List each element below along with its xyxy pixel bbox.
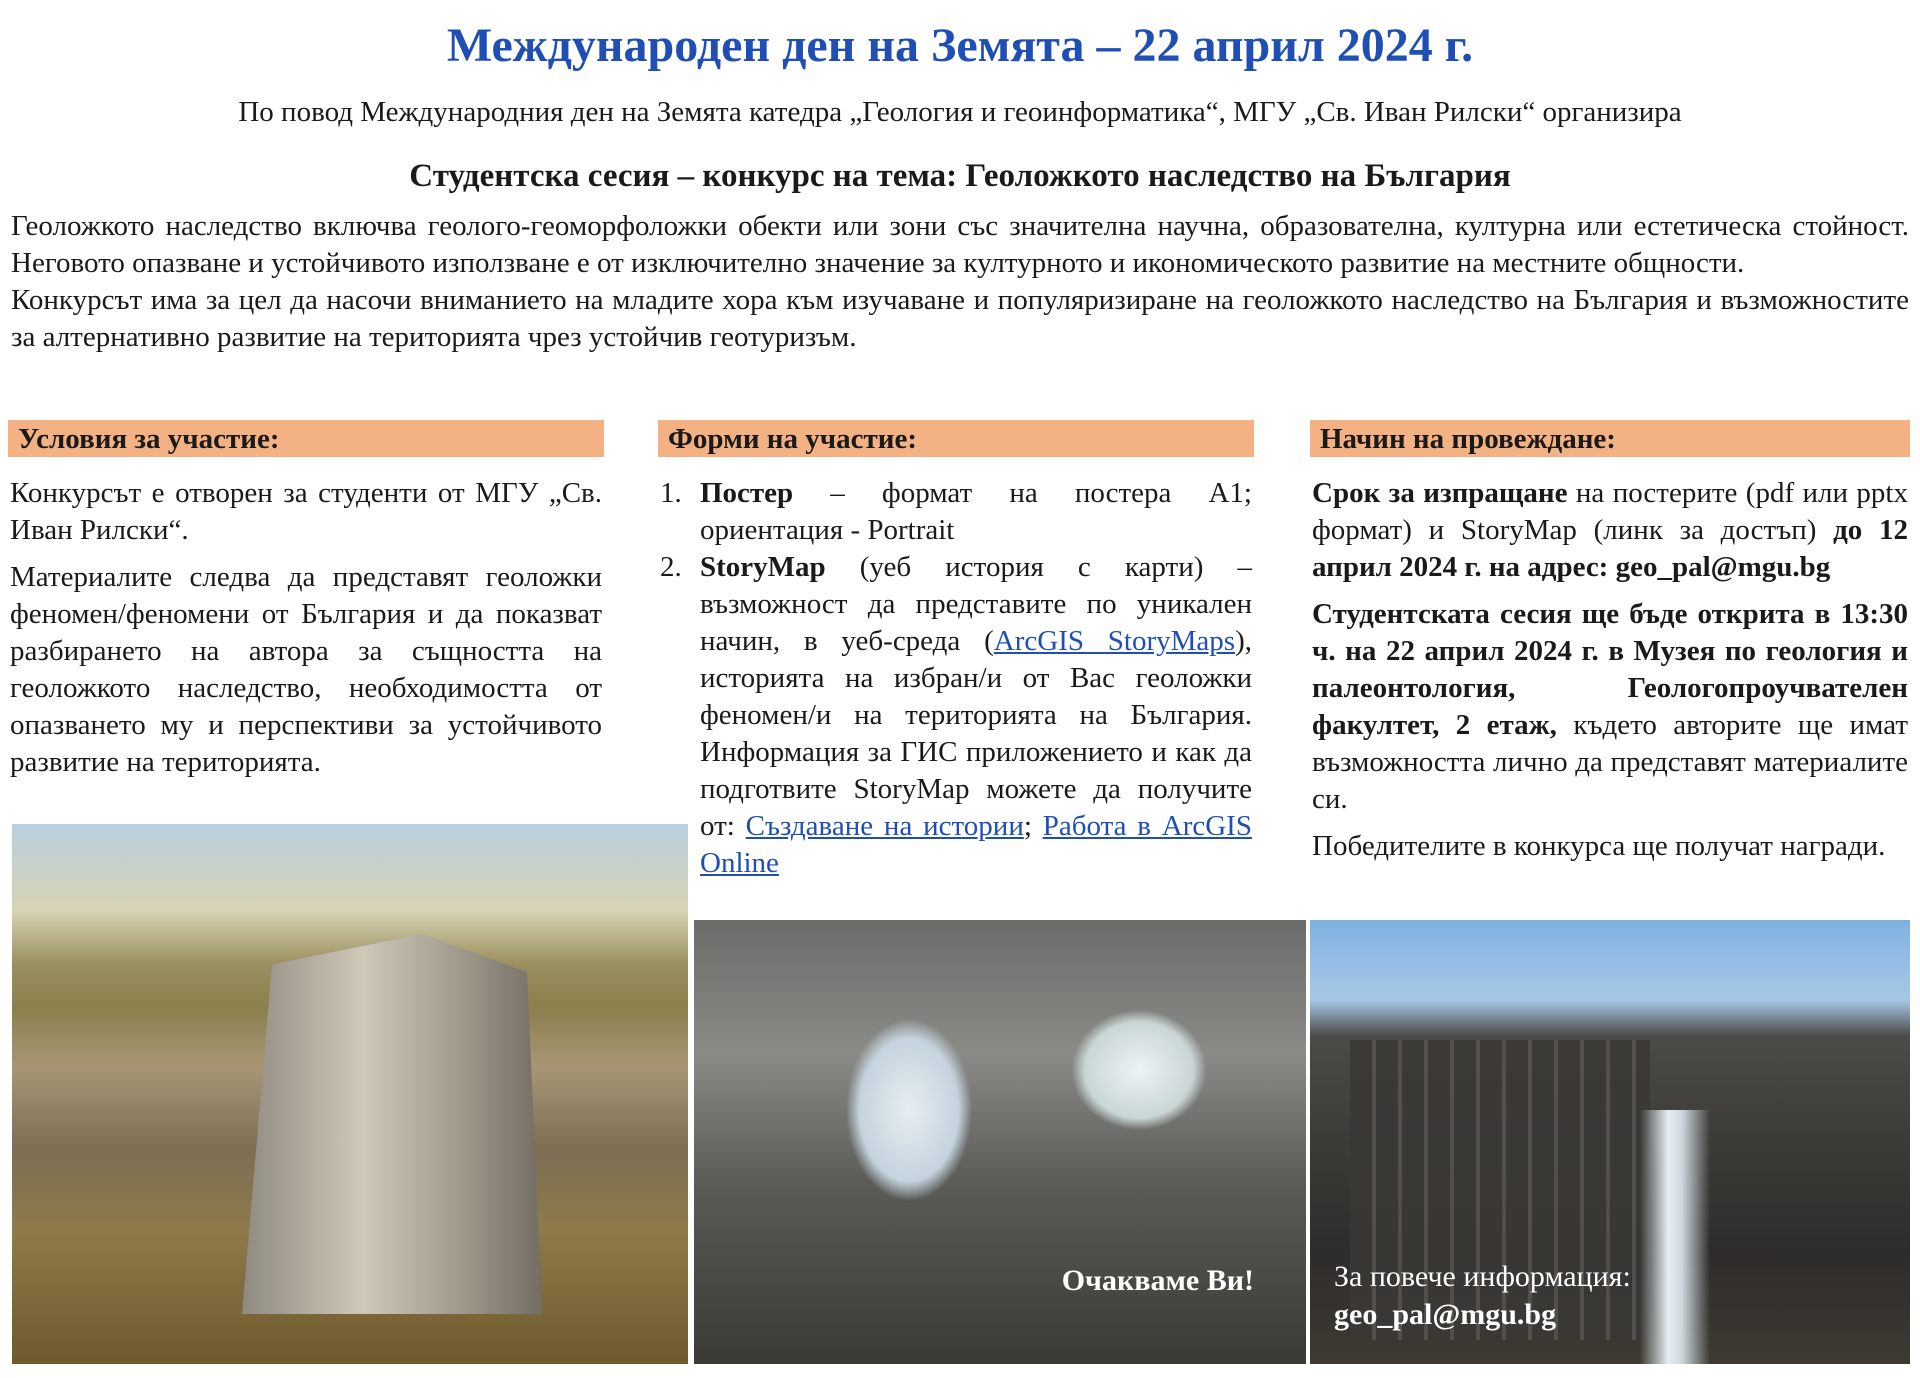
section-title: Студентска сесия – конкурс на тема: Геоложкото наследство на България: [409, 158, 1511, 194]
poster-text: – формат на постера А1; ориентация - Portrait: [700, 477, 1252, 546]
list-number: 1.: [660, 477, 682, 509]
session-text: където авторите ще имат възможността лично да представят материалите си.: [1312, 709, 1908, 815]
waterfall-shape: [1640, 1110, 1710, 1364]
procedure-header: Начин на провеждане:: [1310, 420, 1910, 457]
procedure-column: [1310, 420, 1910, 875]
intro-paragraph-2: Конкурсът има за цел да насочи вниманието на младите хора към изучаване и популяризиране на геоложкото наследство на България и възможностите за алтернативно развитие на територията чрез устойчив геотуризъм.: [11, 284, 1909, 353]
conditions-column: [8, 420, 604, 791]
deadline-label: Срок за изпращане: [1312, 477, 1568, 509]
storymap-text-c: ;: [1023, 810, 1043, 842]
conditions-header: Условия за участие:: [8, 420, 604, 457]
create-stories-link[interactable]: Създаване на истории: [745, 810, 1024, 842]
storymap-text-b: ), историята на избран/и от Вас геоложки феномен/и на територията на България. Информация за ГИС приложението и как да подготвите StoryMap можете да получите от:: [700, 625, 1252, 842]
page-title: Международен ден на Земята – 22 април 2024 г.: [446, 19, 1474, 72]
deadline-paragraph: [1310, 475, 1910, 586]
cave-arch-photo: [694, 920, 1306, 1364]
poster-label: Постер: [700, 477, 794, 509]
deadline-text: на постерите (pdf или pptx формат) и StoryMap (линк за достъп): [1312, 477, 1908, 546]
arcgis-online-link[interactable]: Работа в ArcGIS Online: [700, 810, 1252, 879]
contact-email: geo_pal@mgu.bg: [1334, 1298, 1557, 1331]
conditions-paragraph-1: Конкурсът е отворен за студенти от МГУ „Св. Иван Рилски“.: [10, 477, 602, 546]
forms-column: [658, 420, 1254, 882]
storymap-text-a: (уеб история с карти) – възможност да представите по уникален начин, в уеб-среда (: [700, 551, 1252, 657]
welcome-caption: Очакваме Ви!: [1061, 1264, 1254, 1297]
contact-caption: [1334, 1258, 1631, 1334]
forms-header: Форми на участие:: [658, 420, 1254, 457]
cliff-photo: [12, 824, 688, 1364]
intro-paragraph-1: Геоложкото наследство включва геолого-геоморфоложки обекти или зони със значителна научна, образователна, културна или естетическа стойност. Неговото опазване и устойчивото използване е от изключително значение за културното и икономическото развитие на местните общности.: [11, 210, 1909, 279]
list-item: [660, 549, 1252, 882]
conditions-paragraph-2: Материалите следва да представят геоложки феномен/феномени от България и да показват разбирането на автора за същността на геоложкото наследство, необходимостта от опазването му и перспективи за устойчивото развитие на територията.: [10, 561, 602, 778]
subtitle: По повод Международния ден на Земята катедра „Геология и геоинформатика“, МГУ „Св. Иван Рилски“ организира: [238, 96, 1682, 128]
forms-list: [658, 475, 1254, 882]
list-item: [660, 475, 1252, 549]
waterfall-photo: [1310, 920, 1910, 1364]
session-paragraph: [1310, 596, 1910, 818]
list-number: 2.: [660, 551, 682, 583]
winners-paragraph: Победителите в конкурса ще получат награди.: [1312, 830, 1886, 862]
storymap-label: StoryMap: [700, 551, 826, 583]
cliff-shape: [242, 934, 542, 1314]
session-info: Студентската сесия ще бъде открита в 13:30 ч. на 22 април 2024 г. в Музея по геология и палеонтология, Геологопроучвателен факултет, 2 етаж,: [1312, 598, 1908, 741]
arcgis-storymaps-link[interactable]: ArcGIS StoryMaps: [993, 625, 1236, 657]
contact-caption-line1: За повече информация:: [1334, 1260, 1631, 1293]
intro: [11, 208, 1909, 356]
deadline-date: до 12 април 2024 г. на адрес: geo_pal@mgu.bg: [1312, 514, 1909, 583]
